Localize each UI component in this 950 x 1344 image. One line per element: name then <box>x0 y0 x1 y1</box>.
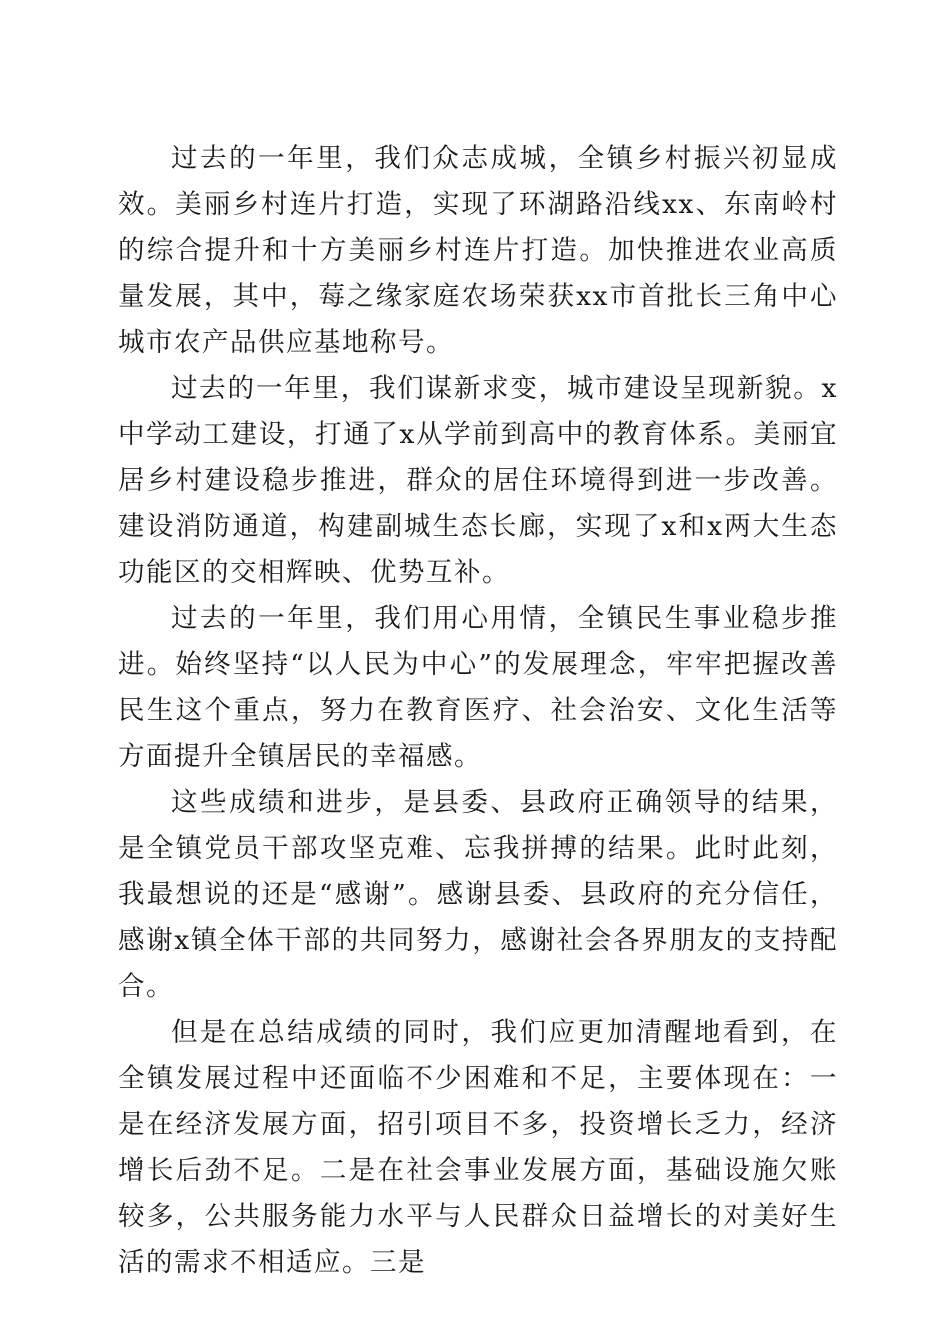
document-body <box>118 136 838 1286</box>
paragraph-rural-revitalization: 过去的一年里，我们众志成城，全镇乡村振兴初显成效。美丽乡村连片打造，实现了环湖路沿线xx、东南岭村的综合提升和十方美丽乡村连片打造。加快推进农业高质量发展，其中，莓之缘家庭农场荣获xx市首批长三角中心城市农产品供应基地称号。 <box>118 143 838 358</box>
paragraph-difficulties: 但是在总结成绩的同时，我们应更加清醒地看到，在全镇发展过程中还面临不少困难和不足，主要体现在：一是在经济发展方面，招引项目不多，投资增长乏力，经济增长后劲不足。二是在社会事业发展方面，基础设施欠账较多，公共服务能力水平与人民群众日益增长的对美好生活的需求不相适应。三是 <box>118 1017 838 1278</box>
paragraph-thanks: 这些成绩和进步，是县委、县政府正确领导的结果，是全镇党员干部攻坚克难、忘我拼搏的结果。此时此刻，我最想说的还是“感谢”。感谢县委、县政府的充分信任，感谢x镇全体干部的共同努力，感谢社会各界朋友的支持配合。 <box>118 787 838 1002</box>
paragraph-urban-construction: 过去的一年里，我们谋新求变，城市建设呈现新貌。x中学动工建设，打通了x从学前到高中的教育体系。美丽宜居乡村建设稳步推进，群众的居住环境得到进一步改善。建设消防通道，构建副城生态长廊，实现了x和x两大生态功能区的交相辉映、优势互补。 <box>118 373 838 588</box>
paragraph-livelihood: 过去的一年里，我们用心用情，全镇民生事业稳步推进。始终坚持“以人民为中心”的发展理念，牢牢把握改善民生这个重点，努力在教育医疗、社会治安、文化生活等方面提升全镇居民的幸福感。 <box>118 603 838 772</box>
